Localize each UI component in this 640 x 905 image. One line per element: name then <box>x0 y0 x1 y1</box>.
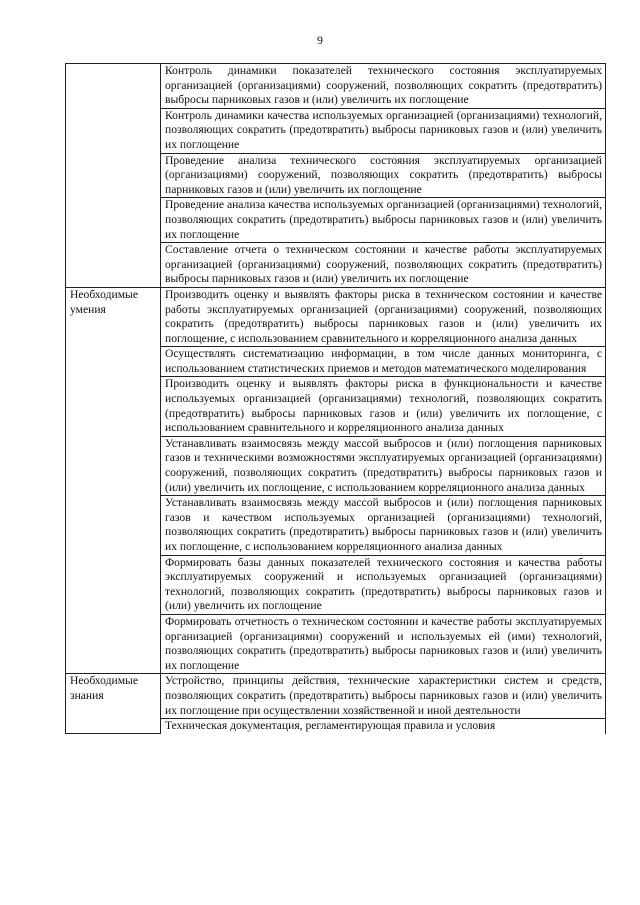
table-cell: Техническая документация, регламентирующая правила и условия <box>161 719 606 734</box>
section-label-knowledge: Необходимые знания <box>66 674 161 734</box>
page-number: 9 <box>317 33 323 47</box>
table-cell: Производить оценку и выявлять факторы риска в функциональности и качестве используемых организацией (организациями) технологий, позволяющих сократить (предотвратить) выбросы парниковых газов и (или) увеличить их поглощение, с использованием сравнительного и корреляционного анализа данных <box>161 377 606 436</box>
table-cell: Контроль динамики качества используемых организацией (организациями) технологий, позволяющих сократить (предотвратить) выбросы парниковых газов и (или) увеличить их поглощение <box>161 108 606 153</box>
table-cell: Проведение анализа технического состояния эксплуатируемых организацией (организациями) сооружений, позволяющих сократить (предотвратить) выбросы парниковых газов и (или) увеличить их поглощение <box>161 153 606 198</box>
table-cell: Проведение анализа качества используемых организацией (организациями) технологий, позволяющих сократить (предотвратить) выбросы парниковых газов и (или) увеличить их поглощение <box>161 198 606 243</box>
table-cell: Устанавливать взаимосвязь между массой выбросов и (или) поглощения парниковых газов и техническими возможностями эксплуатируемых организацией (организациями) сооружений, позволяющих сократить (предотвратить) выбросы парниковых газов и (или) увеличить их поглощение, с использованием корреляционного анализа данных <box>161 436 606 495</box>
table-cell: Формировать базы данных показателей технического состояния и качества работы эксплуатируемых сооружений и используемых организацией (организациями) технологий, позволяющих сократить (предотвратить) выбросы парниковых газов и (или) увеличить их поглощение <box>161 555 606 614</box>
table-row <box>66 674 606 719</box>
requirements-table <box>65 63 606 734</box>
table-cell: Осуществлять систематизацию информации, в том числе данных мониторинга, с использованием статистических приемов и методов математического моделирования <box>161 347 606 377</box>
table-row <box>66 64 606 109</box>
section-label-continuation <box>66 64 161 288</box>
scan-shadow <box>0 845 640 905</box>
table-cell: Составление отчета о техническом состоянии и качестве работы эксплуатируемых организацией (организациями) сооружений, позволяющих сократить (предотвратить) выбросы парниковых газов и (или) увеличить их поглощение <box>161 243 606 288</box>
table-cell: Устанавливать взаимосвязь между массой выбросов и (или) поглощения парниковых газов и качеством используемых организацией (организациями) технологий, позволяющих сократить (предотвратить) выбросы парниковых газов и (или) увеличить их поглощение, с использованием корреляционного анализа данных <box>161 496 606 555</box>
table-cell: Формировать отчетность о техническом состоянии и качестве работы эксплуатируемых организацией (организациями) сооружений и используемых ей (ими) технологий, позволяющих сократить (предотвратить) выбросы парниковых газов и (или) увеличить их поглощение <box>161 614 606 673</box>
table-cell: Устройство, принципы действия, технические характеристики систем и средств, позволяющих сократить (предотвратить) выбросы парниковых газов и (или) увеличить их поглощение при осуществлении хозяйственной и иной деятельности <box>161 674 606 719</box>
table-cell: Контроль динамики показателей технического состояния эксплуатируемых организацией (организациями) сооружений, позволяющих сократить (предотвратить) выбросы парниковых газов и (или) увеличить их поглощение <box>161 64 606 109</box>
section-label-skills: Необходимые умения <box>66 287 161 673</box>
table-row <box>66 287 606 346</box>
table-cell: Производить оценку и выявлять факторы риска в техническом состоянии и качестве работы эксплуатируемых организацией (организациями) сооружений, позволяющих сократить (предотвратить) выбросы парниковых газов и (или) увеличить их поглощение, с использованием сравнительного и корреляционного анализа данных <box>161 287 606 346</box>
